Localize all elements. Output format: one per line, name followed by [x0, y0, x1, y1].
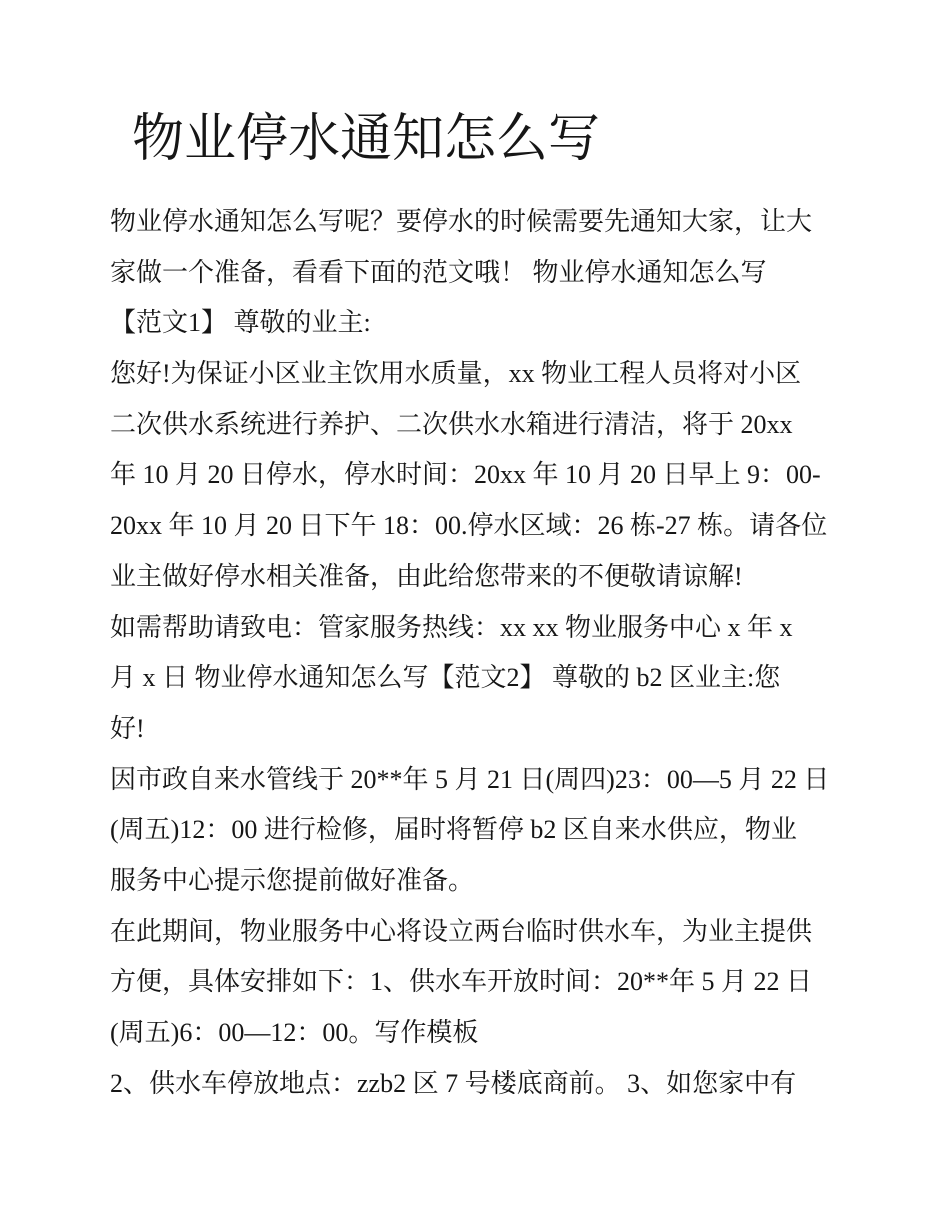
text-line: 物业停水通知怎么写呢？要停水的时候需要先通知大家，让大	[110, 207, 813, 236]
text-line: 方便，具体安排如下：1、供水车开放时间：20**年 5 月 22 日	[110, 967, 813, 997]
text-line: 月 x 日 物业停水通知怎么写【范文2】 尊敬的 b2 区业主:您	[110, 663, 781, 693]
text-line: 服务中心提示您提前做好准备。	[110, 865, 475, 895]
text-line: (周五)12：00 进行检修，届时将暂停 b2 区自来水供应，物业	[110, 815, 797, 845]
text-line: 【范文1】 尊敬的业主:	[110, 308, 371, 338]
text-line: (周五)6：00—12：00。写作模板	[110, 1018, 479, 1047]
text-line: 二次供水系统进行养护、二次供水水箱进行清洁，将于 20xx	[110, 409, 793, 439]
document-body	[110, 197, 830, 1109]
text-line: 您好!为保证小区业主饮用水质量，xx 物业工程人员将对小区	[110, 359, 802, 389]
text-line: 因市政自来水管线于 20**年 5 月 21 日(周四)23：00—5 月 22 日	[110, 764, 830, 794]
text-line: 年 10 月 20 日停水，停水时间：20xx 年 10 月 20 日早上 9：00-	[110, 460, 821, 490]
text-line: 在此期间，物业服务中心将设立两台临时供水车，为业主提供	[110, 916, 813, 946]
text-line: 2、供水车停放地点：zzb2 区 7 号楼底商前。 3、如您家中有	[110, 1068, 797, 1098]
text-line: 20xx 年 10 月 20 日下午 18：00.停水区域：26 栋-27 栋。请各位	[110, 511, 828, 541]
text-line: 家做一个准备，看看下面的范文哦！ 物业停水通知怎么写	[110, 257, 767, 287]
text-line: 好!	[110, 713, 145, 743]
text-line: 如需帮助请致电：管家服务热线：xx xx 物业服务中心 x 年 x	[110, 612, 793, 642]
text-line: 业主做好停水相关准备，由此给您带来的不便敬请谅解!	[110, 561, 743, 591]
document-title: 物业停水通知怎么写	[132, 111, 601, 168]
